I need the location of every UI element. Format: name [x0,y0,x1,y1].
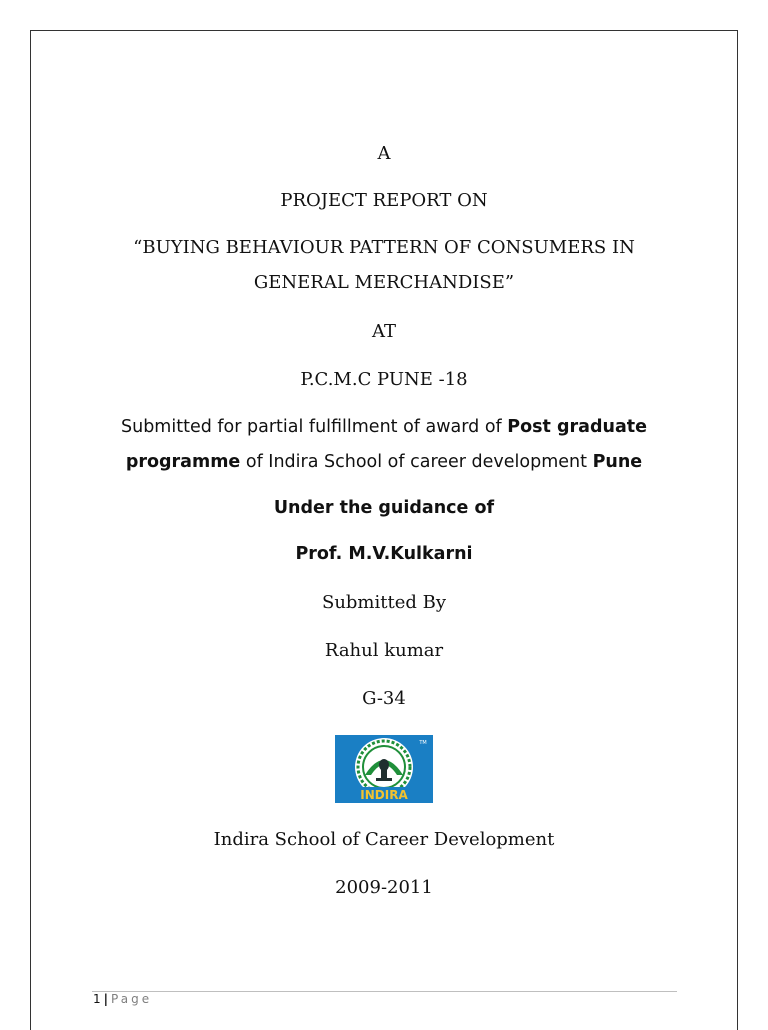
institute-text: of Indira School of career development [240,452,593,472]
logo-text: INDIRA [360,788,408,802]
footer-separator: | [103,992,109,1006]
cover-line-at: AT [371,321,397,342]
institute-name: Indira School of Career Development [213,829,555,850]
location-line: P.C.M.C PUNE -18 [300,369,468,390]
report-title-line-2: GENERAL MERCHANDISE” [253,272,515,293]
page-number: 1 [93,992,101,1006]
academic-years: 2009-2011 [335,877,433,898]
student-name: Rahul kumar [324,640,444,661]
svg-text:TM: TM [419,740,427,746]
guidance-heading: Under the guidance of [273,498,495,518]
indira-logo [335,735,433,803]
roll-number: G-34 [362,688,406,709]
guide-name: Prof. M.V.Kulkarni [295,544,473,564]
submission-line-2 [0,452,768,472]
page-footer [93,992,152,1006]
footer-divider [92,991,677,992]
submission-line-1 [0,417,768,437]
submitted-by-label: Submitted By [321,592,447,613]
degree-name: Post graduate [507,417,647,437]
city-word: Pune [592,452,643,472]
cover-line-a: A [377,143,391,164]
report-title-line-1: “BUYING BEHAVIOUR PATTERN OF CONSUMERS IN [133,237,635,258]
indira-emblem-icon [335,735,433,803]
programme-word: programme [125,452,241,472]
page-label: Page [111,992,153,1006]
submission-text: Submitted for partial fulfillment of award of [121,417,508,437]
project-report-heading: PROJECT REPORT ON [280,190,488,211]
